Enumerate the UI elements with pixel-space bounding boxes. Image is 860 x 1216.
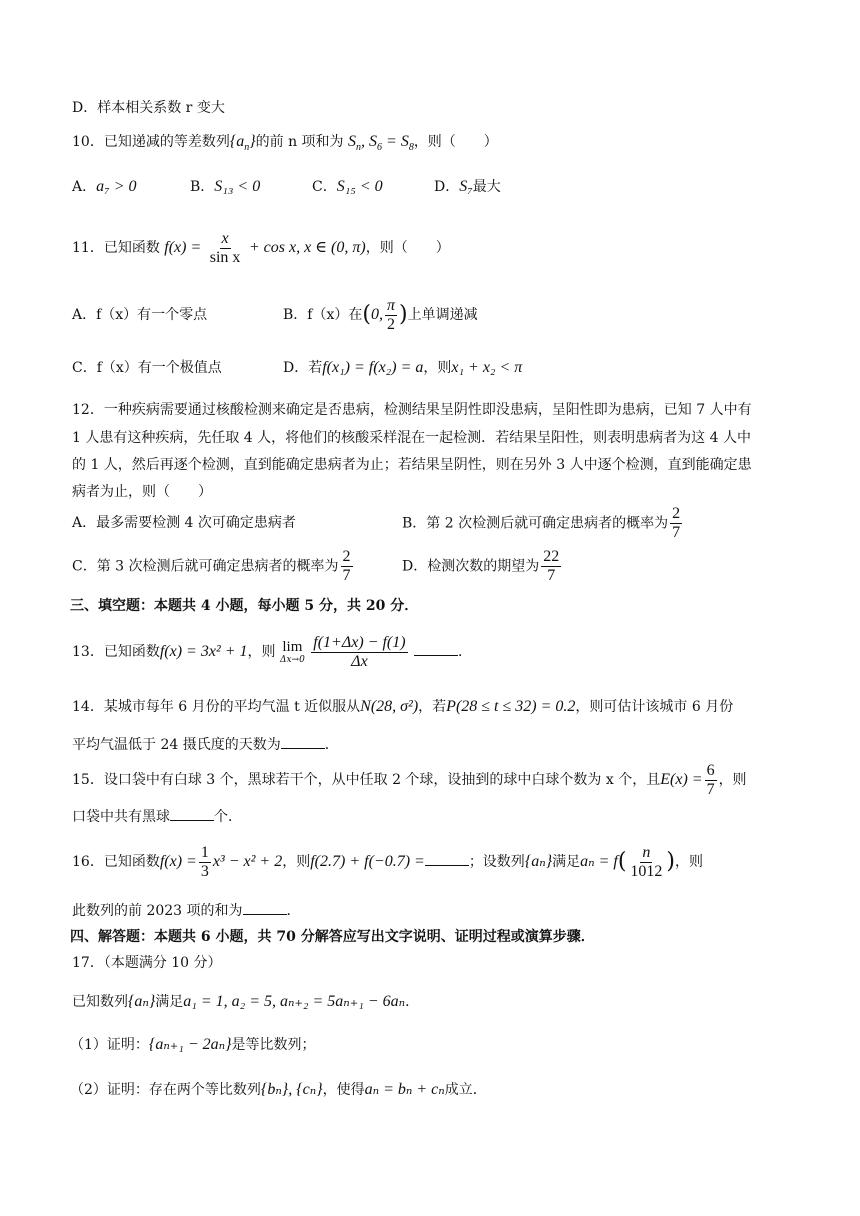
q9-option-d: D．样本相关系数 r 变大 [72,100,225,116]
q11-fraction: $\frac{x}{\text{sin x}}$ [209,229,241,266]
q16-answer-blank-2[interactable] [243,900,287,915]
q11-option-a: A．f（x）有一个零点 [72,307,208,323]
q13-answer-blank[interactable] [414,641,458,656]
q12-line-2: 1 人患有这种疾病，先任取 4 人，将他们的核酸采样混在一起检测．若结果呈阳性，则表明患病者为这 4 人中 [72,430,751,446]
section-4-heading: 四、解答题：本题共 6 小题，共 70 分解答应写出文字说明、证明过程或演算步骤． [70,929,595,945]
q12-line-3: 的 1 人，然后再逐个检测，直到能确定患病者为止；若结果呈阴性，则在另外 3 人中逐个检测，直到能确定患 [72,457,752,473]
q12-option-c: C．第 3 次检测后就可确定患病者的概率为 $\frac{2}{7}$ [72,548,351,584]
q15-answer-blank[interactable] [170,806,214,821]
q17-stem: 已知数列{aₙ}满足a₁ = 1, a₂ = 5, aₙ₊₂ = 5aₙ₊₁ − 6aₙ． [72,993,420,1010]
q10-option-a: A．a₇ > 0 [72,178,137,195]
q10-option-b: B．S₁₃ < 0 [190,178,261,195]
q17-header: 17．（本题满分 10 分） [72,955,222,971]
q16-line-1: 16．已知函数f(x) = $\frac{1}{3}$ x³ − x² + 2，则f(2.7) + f(−0.7) = ；设数列{aₙ}满足aₙ = f( $\frac{n}{1012}$ )，则 [72,843,704,880]
q14-line-1: 14．某城市每年 6 月份的平均气温 t 近似服从N(28, σ²)，若P(28 ≤ t ≤ 32) = 0.2，则可估计该城市 6 月份 [72,698,734,715]
q15-line-1: 15．设口袋中有白球 3 个，黑球若干个，从中任取 2 个球，设抽到的球中白球个数为 x 个，且E(x) = $\frac{6}{7}$ ，则 [72,761,747,798]
q12-option-b: B．第 2 次检测后就可确定患病者的概率为 $\frac{2}{7}$ [402,505,681,541]
section-3-heading: 三、填空题：本题共 4 小题，每小题 5 分，共 20 分． [70,598,419,614]
q10-stem: 10．已知递减的等差数列$\{a_n\}$的前 n 项和为 $S_n$, $S_6 = S_8$，则（ ） [72,133,498,154]
q17-part-2: （2）证明：存在两个等比数列{bₙ}, {cₙ}，使得aₙ = bₙ + cₙ成立． [70,1081,487,1098]
q12-line-1: 12．一种疾病需要通过核酸检测来确定是否患病，检测结果呈阴性即没患病，呈阳性即为患病，已知 7 人中有 [72,402,752,418]
q11-option-b: B．f（x）在(0, $\frac{\pi}{2}$ )上单调递减 [283,296,478,333]
q13: 13．已知函数f(x) = 3x² + 1，则 lim Δx→0 $\frac{f(1+\Delta x) - f(1)}{\Delta x}$ ． [72,633,473,670]
q13-fraction: $\frac{f(1+\Delta x) - f(1)}{\Delta x}$ [313,633,406,670]
q10-option-d: D．S₇最大 [434,178,501,195]
q14-answer-blank[interactable] [281,734,325,749]
q16-answer-blank-1[interactable] [425,851,469,866]
q12-line-4: 病者为止，则（ ） [72,484,212,500]
q10-condition: $S_n$, $S_6 = S_8$ [348,133,414,154]
q12-option-d: D．检测次数的期望为 $\frac{22}{7}$ [402,548,560,584]
q14-line-2: 平均气温低于 24 摄氏度的天数为 ． [72,734,339,755]
q12-option-a: A．最多需要检测 4 次可确定患病者 [72,515,296,531]
q13-limit: lim Δx→0 [279,639,305,665]
q11-option-d: D．若f(x₁) = f(x₂) = a，则x₁ + x₂ < π [283,359,523,376]
q17-part-1: （1）证明：{aₙ₊₁ − 2aₙ}是等比数列； [70,1036,316,1053]
q11-stem: 11．已知函数 f(x) = $\frac{x}{\text{sin x}}$ + cos x, x ∈ (0, π)，则（ ） [72,229,450,266]
q10-sequence: $\{a_n\}$ [229,133,256,154]
q16-line-2: 此数列的前 2023 项的和为 ． [72,900,301,921]
q15-line-2: 口袋中共有黑球 个． [72,806,242,827]
q10-option-c: C．S₁₅ < 0 [312,178,383,195]
q11-option-c: C．f（x）有一个极值点 [72,360,222,376]
